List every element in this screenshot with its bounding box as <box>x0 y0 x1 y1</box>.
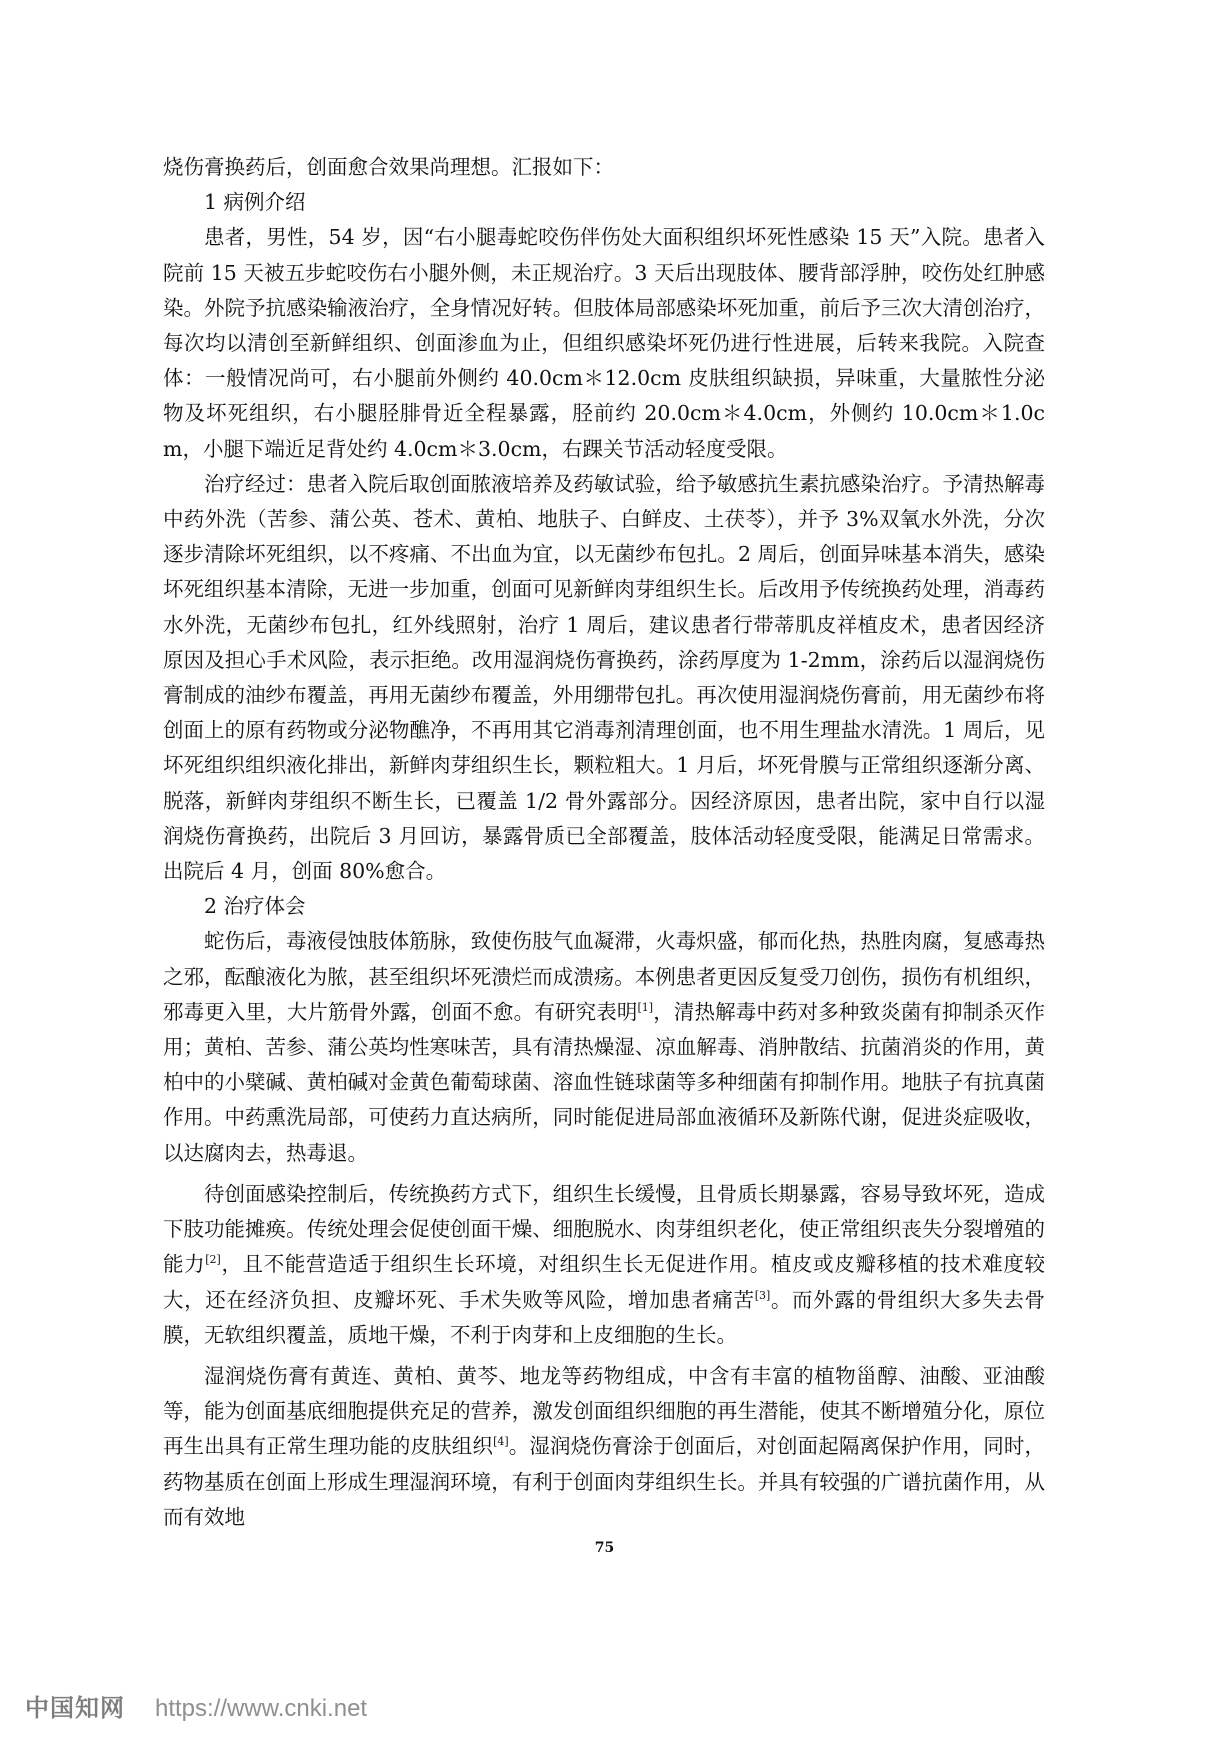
paragraph-burn-ointment <box>163 1359 1045 1535</box>
citation-ref-4: [4] <box>493 1435 509 1449</box>
text-span: ，且不能营造适于组织生长环境，对组织生长无促进作用。植皮或皮瓣移植的技术难度较大，还在经济负担、皮瓣坏死、手术失败等风险，增加患者痛苦 <box>163 1252 1045 1312</box>
page-number: 75 <box>594 1540 615 1556</box>
paragraph-snakebite-pathology <box>163 924 1045 1170</box>
cnki-url[interactable]: https://www.cnki.net <box>155 1695 368 1722</box>
text-span: 蛇伤后，毒液侵蚀肢体筋脉，致使伤肢气血凝滞，火毒炽盛，郁而化热，热胜肉腐，复感毒热之邪，酝酿液化为脓，甚至组织坏死溃烂而成溃疡。本例患者更因反复受刀创伤，损伤有机组织，邪毒更入里，大片筋骨外露，创面不愈。有研究表明 <box>163 929 1045 1024</box>
text-span: 湿润烧伤膏有黄连、黄柏、黄芩、地龙等药物组成，中含有丰富的植物甾醇、油酸、亚油酸等，能为创面基底细胞提供充足的营养，激发创面组织细胞的再生潜能，使其不断增殖分化，原位再生出具有正常生理功能的皮肤组织 <box>163 1363 1045 1459</box>
section-heading-experience: 2 治疗体会 <box>204 894 306 919</box>
citation-ref-2: [2] <box>205 1253 221 1267</box>
paragraph-case-history: 患者，男性，54 岁，因“右小腿毒蛇咬伤伴伤处大面积组织坏死性感染 15 天”入院。患者入院前 15 天被五步蛇咬伤右小腿外侧，未正规治疗。3 天后出现肢体、腰背部浮肿，咬伤处红肿感染。外院予抗感染输液治疗，全身情况好转。但肢体局部感染坏死加重，前后予三次大清创治疗，每次均以清创至新鲜组织、创面渗血为止，但组织感染坏死仍进行性进展，后转来我院。入院查体：一般情况尚可，右小腿前外侧约 40.0cm＊12.0cm 皮肤组织缺损，异味重，大量脓性分泌物及坏死组织，右小腿胫腓骨近全程暴露，胫前约 20.0cm＊4.0cm，外侧约 10.0cm＊1.0cm，小腿下端近足背处约 4.0cm＊3.0cm，右踝关节活动轻度受限。 <box>163 225 1045 461</box>
cnki-watermark <box>25 1688 367 1723</box>
text-span: ，清热解毒中药对多种致炎菌有抑制杀灭作用；黄柏、苦参、蒲公英均性寒味苦，具有清热燥湿、凉血解毒、消肿散结、抗菌消炎的作用，黄柏中的小檗碱、黄柏碱对金黄色葡萄球菌、溶血性链球菌等多种细菌有抑制作用。地肤子有抗真菌作用。中药熏洗局部，可使药力直达病所，同时能促进局部血液循环及新陈代谢，促进炎症吸收，以达腐肉去，热毒退。 <box>163 999 1046 1165</box>
text-span: 待创面感染控制后，传统换药方式下，组织生长缓慢，且骨质长期暴露，容易导致坏死，造成下肢功能摊痪。传统处理会促使创面干燥、细胞脱水、肉芽组织老化，使正常组织丧失分裂增殖的能力 <box>163 1181 1045 1277</box>
document-body <box>163 150 1045 1535</box>
section-heading-case: 1 病例介绍 <box>204 190 306 215</box>
paragraph-treatment-course: 治疗经过：患者入院后取创面脓液培养及药敏试验，给予敏感抗生素抗感染治疗。予清热解毒中药外洗（苦参、蒲公英、苍术、黄柏、地肤子、白鲜皮、土茯苓），并予 3%双氧水外洗，分次逐步清除坏死组织，以不疼痛、不出血为宜，以无菌纱布包扎。2 周后，创面异味基本消失，感染坏死组织基本清除，无进一步加重，创面可见新鲜肉芽组织生长。后改用予传统换药处理，消毒药水外洗，无菌纱布包扎，红外线照射，治疗 1 周后，建议患者行带蒂肌皮祥植皮术，患者因经济原因及担心手术风险，表示拒绝。改用湿润烧伤膏换药，涂药厚度为 1-2mm，涂药后以湿润烧伤膏制成的油纱布覆盖，再用无菌纱布覆盖，外用绷带包扎。再次使用湿润烧伤膏前，用无菌纱布将创面上的原有药物或分泌物醮净，不再用其它消毒剂清理创面，也不用生理盐水清洗。1 周后，见坏死组织组织液化排出，新鲜肉芽组织生长，颗粒粗大。1 月后，坏死骨膜与正常组织逐渐分离、脱落，新鲜肉芽组织不断生长，已覆盖 1/2 骨外露部分。因经济原因，患者出院，家中自行以湿润烧伤膏换药，出院后 3 月回访，暴露骨质已全部覆盖，肢体活动轻度受限，能满足日常需求。出院后 4 月，创面 80%愈合。 <box>163 471 1045 884</box>
cnki-logo: 中国知网 <box>25 1695 125 1722</box>
citation-ref-1: [1] <box>637 1000 654 1014</box>
paragraph-intro-end: 烧伤膏换药后，创面愈合效果尚理想。汇报如下： <box>163 155 614 179</box>
paragraph-conventional-treatment <box>163 1177 1045 1353</box>
citation-ref-3: [3] <box>754 1288 771 1302</box>
text-span: 。湿润烧伤膏涂于创面后，对创面起隔离保护作用，同时，药物基质在创面上形成生理湿润环境，有利于创面肉芽组织生长。并具有较强的广谱抗菌作用，从而有效地 <box>163 1434 1046 1529</box>
text-span: 。而外露的骨组织大多失去骨膜，无软组织覆盖，质地干燥，不利于肉芽和上皮细胞的生长。 <box>163 1287 1046 1347</box>
